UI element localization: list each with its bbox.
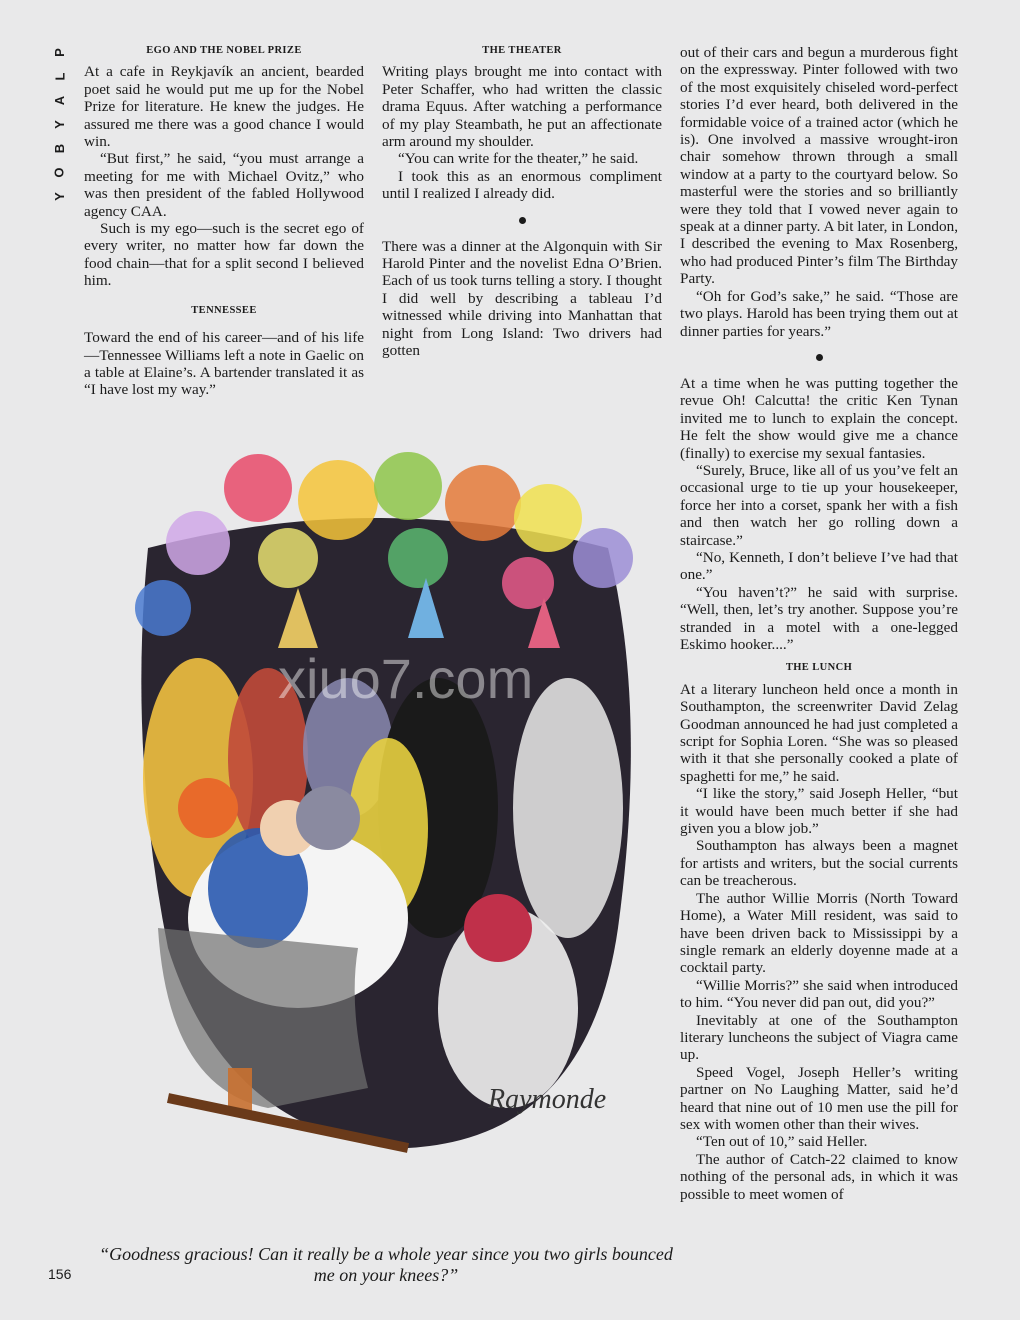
paragraph: There was a dinner at the Algonquin with Sir Harold Pinter and the novelist Edna O’Brien. Each of us took turns telling a story. I thought I did well by describing a tableau I’d witnessed while driving into Manhattan that night from Long Island: Two drivers had gotten <box>382 237 662 360</box>
section-heading: TENNESSEE <box>191 304 257 316</box>
paragraph: “Surely, Bruce, like all of us you’ve felt an occasional urge to tie up your housekeeper, force her into a corset, spank her with a fish and then watch her go rolling down a staircase.” <box>680 461 958 549</box>
paragraph: Such is my ego—such is the secret ego of every writer, no matter how far down the food chain—that for a split second I believed him. <box>84 220 364 290</box>
paragraph: “Willie Morris?” she said when introduced to him. “You never did pan out, did you?” <box>680 976 958 1012</box>
column-1 <box>84 42 364 399</box>
paragraph: I took this as an enormous compliment until I realized I already did. <box>382 167 662 203</box>
balloon <box>224 454 292 522</box>
cartoon-caption: “Goodness gracious! Can it really be a whole year since you two girls bounced me on your knees?” <box>99 1244 673 1285</box>
magazine-sidebar <box>48 44 72 212</box>
sidebar-letter: A <box>51 94 67 106</box>
paragraph: “But first,” he said, “you must arrange a meeting for me with Michael Ovitz,” who was then president of the fabled Hollywood agency CAA. <box>84 150 364 220</box>
balloon <box>298 460 378 540</box>
paragraph: Inevitably at one of the Southampton literary luncheons the subject of Viagra came up. <box>680 1011 958 1064</box>
paragraph: Speed Vogel, Joseph Heller’s writing partner on No Laughing Matter, said he’d heard that nine out of 10 men use the pill for sex with women other than their wives. <box>680 1063 958 1133</box>
section-divider-dot <box>519 217 526 224</box>
watermark-text: xiuo7.com <box>278 647 534 710</box>
paragraph: Southampton has always been a magnet for artists and writers, but the social currents can be treacherous. <box>680 837 958 890</box>
column-3 <box>680 44 958 1203</box>
paragraph: The author Willie Morris (North Toward Home), a Water Mill resident, was said to have been driven back to Mississippi by a single remark an elderly doyenne made at a cocktail party. <box>680 889 958 977</box>
section-heading: THE THEATER <box>482 45 562 56</box>
paragraph: Writing plays brought me into contact with Peter Schaffer, who had written the classic drama Equus. After watching a performance of my play Steambath, he put an affectionate arm around my shoulder. <box>382 63 662 151</box>
balloon <box>135 580 191 636</box>
paragraph: At a literary luncheon held once a month in Southampton, the screenwriter David Zelag Goodman announced he had just completed a script for Sophia Loren. “She was so pleased with it that she personally cooked a plate of spaghetti for me,” he said. <box>680 680 958 785</box>
sidebar-letter: P <box>51 47 67 57</box>
paragraph: “You can write for the theater,” he said. <box>398 150 639 168</box>
paragraph: The author of Catch-22 claimed to know nothing of the personal ads, in which it was possible to meet women of <box>680 1150 958 1203</box>
balloon <box>388 528 448 588</box>
section-divider-dot <box>816 354 823 361</box>
section-heading: THE LUNCH <box>785 662 853 674</box>
balloon <box>573 528 633 588</box>
paragraph: “No, Kenneth, I don’t believe I’ve had that one.” <box>680 548 958 584</box>
sidebar-letter: Y <box>51 119 67 129</box>
paragraph: “I like the story,” said Joseph Heller, “but it would have been much better if she had given you a blow job.” <box>680 785 958 838</box>
balloon <box>374 452 442 520</box>
paragraph: “You haven’t?” he said with surprise. “Well, then, let’s try another. Suppose you’re stranded in a motel with a one-legged Eskimo hooker....” <box>680 583 958 653</box>
artist-signature: Raymonde <box>488 1084 607 1115</box>
balloon <box>502 557 554 609</box>
sidebar-letter: O <box>52 166 67 178</box>
paragraph: At a time when he was putting together the revue Oh! Calcutta! the critic Ken Tynan invited me to lunch to explain the concept. He felt the show would give me a chance (finally) to exercise my sexual fantasies. <box>680 374 958 462</box>
page-number: 156 <box>48 1266 72 1282</box>
paragraph: out of their cars and begun a murderous fight on the expressway. Pinter followed with two of the most exquisitely chiseled word-perfect stories I’d ever heard, both delivered in the formidable voice of a trained actor (which he is). One involved a massive wrought-iron chair somehow thrown through a small window at a party to the courtyard below. So masterful were the stories and so brilliantly were they told that I vowed never again to speak at a dinner party. A bit later, in London, I described the evening to Max Rosenberg, who had produced Pinter’s film The Birthday Party. <box>680 44 958 288</box>
balloon <box>514 484 582 552</box>
sidebar-letter: B <box>51 142 67 154</box>
party-scene-illustration <box>108 448 648 1168</box>
paragraph: Toward the end of his career—and of his life—Tennessee Williams left a note in Gaelic on a table at Elaine’s. A bartender translated it as “I have lost my way.” <box>84 329 364 399</box>
paragraph: At a cafe in Reykjavík an ancient, bearded poet said he would put me up for the Nobel Prize for literature. He knew the judges. He assured me there was a good chance I would win. <box>84 63 364 151</box>
balloon <box>166 511 230 575</box>
balloon <box>258 528 318 588</box>
paragraph: “Ten out of 10,” said Heller. <box>696 1133 868 1151</box>
sidebar-letter: L <box>51 71 67 81</box>
paragraph: “Oh for God’s sake,” he said. “Those are two plays. Harold has been trying them out at dinner parties for years.” <box>680 287 958 340</box>
section-heading: EGO AND THE NOBEL PRIZE <box>146 45 302 56</box>
balloon <box>445 465 521 541</box>
sidebar-letter: Y <box>51 191 67 201</box>
column-2 <box>382 42 662 360</box>
cartoon-illustration <box>108 448 648 1168</box>
